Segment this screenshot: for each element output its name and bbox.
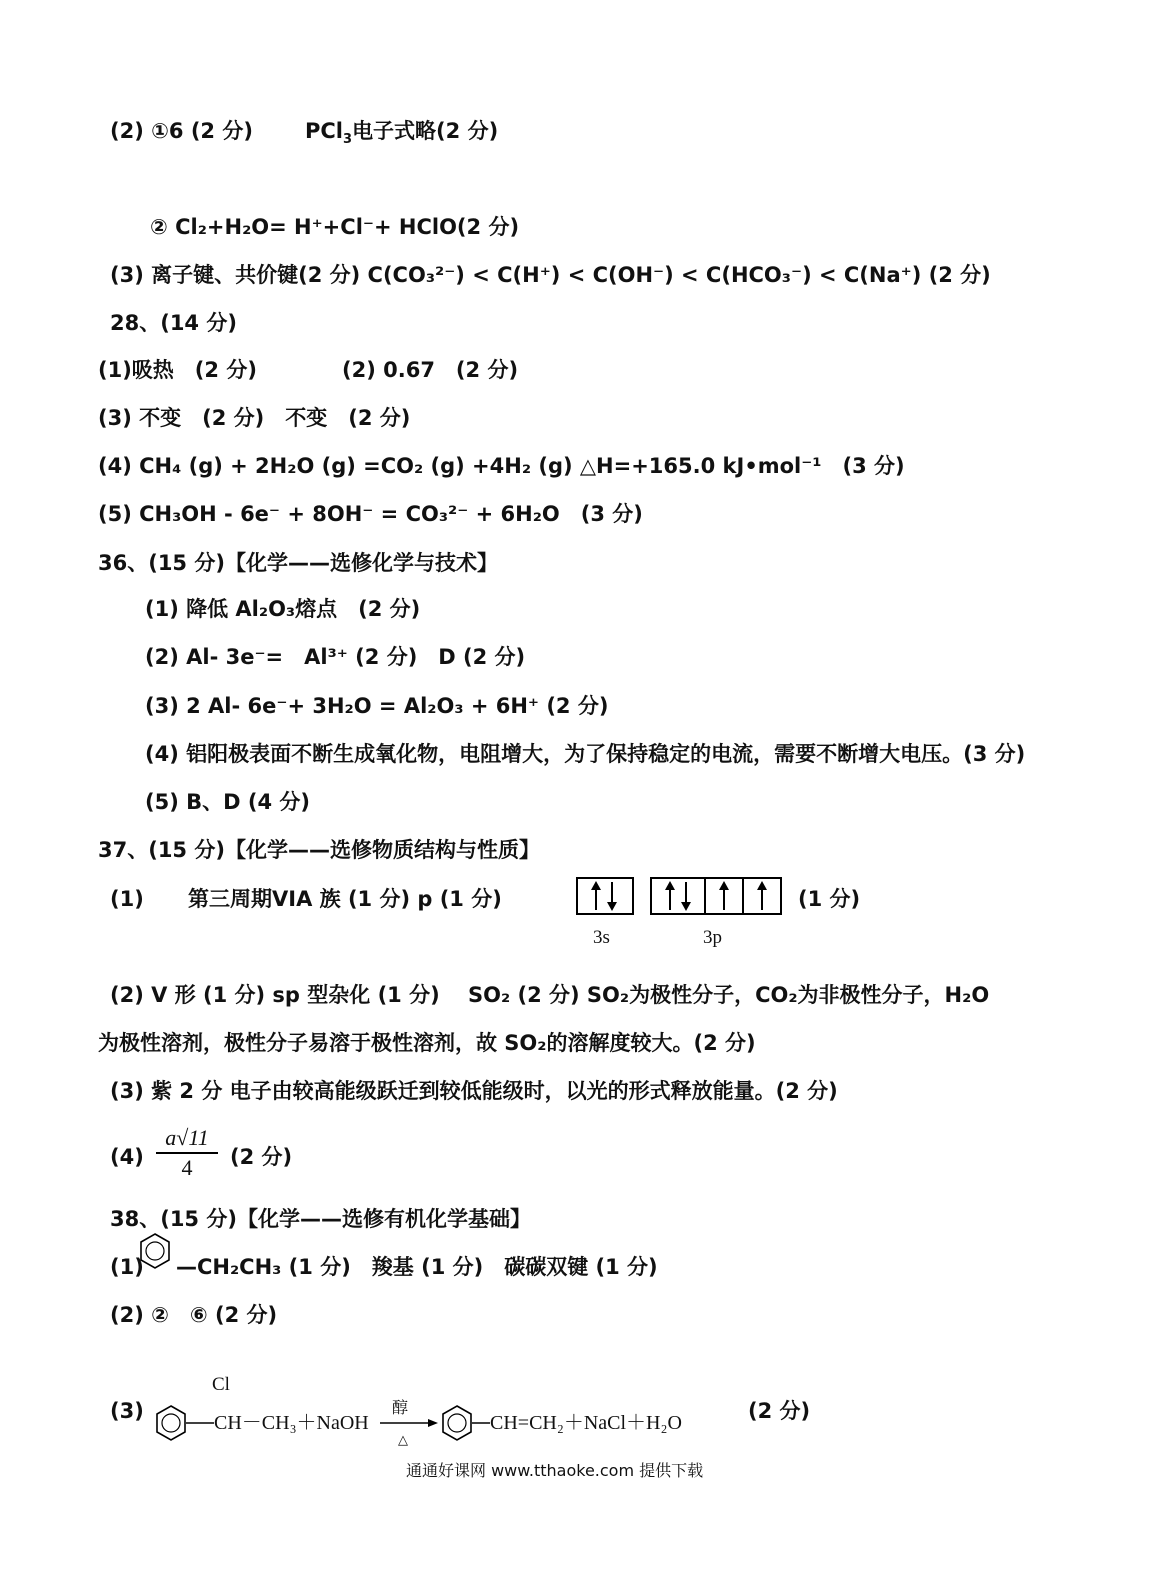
q28-1: (1)吸热 (2 分)	[98, 358, 257, 382]
arrow-up-icon	[591, 881, 601, 910]
arrow-up-icon	[665, 881, 675, 910]
q37-2-cont: 为极性溶剂，极性分子易溶于极性溶剂，故 SO₂的溶解度较大。(2 分)	[98, 1031, 756, 1055]
arrow-up-icon	[719, 881, 729, 910]
fraction-denominator: 4	[181, 1155, 193, 1180]
q37-4-label: (4)	[110, 1145, 144, 1169]
q38-2: (2) ② ⑥ (2 分)	[110, 1303, 278, 1327]
q37-1-score: (1 分)	[798, 887, 861, 911]
q28-3: (3) 不变 (2 分) 不变 (2 分)	[98, 406, 411, 430]
arrow-down-icon	[607, 882, 617, 911]
q37-2: (2) V 形 (1 分) sp 型杂化 (1 分) SO₂ (2 分) SO₂为极性分子，CO₂为非极性分子，H₂O	[110, 983, 990, 1007]
arrow-right-icon	[380, 1418, 440, 1428]
orbital-3p-label: 3p	[703, 927, 722, 948]
q28-2: (2) 0.67 (2 分)	[342, 358, 519, 382]
benzene-ring-icon	[154, 1404, 188, 1442]
answer-3: (3) 离子键、共价键(2 分) C(CO₃²⁻) < C(H⁺) < C(OH⁻) < C(HCO₃⁻) < C(Na⁺) (2 分)	[110, 263, 991, 287]
q37-heading: 37、(15 分)【化学——选修物质结构与性质】	[98, 838, 540, 862]
orbital-diagram	[576, 876, 786, 916]
answer-2-2: ② Cl₂+H₂O= H⁺+Cl⁻+ HClO(2 分)	[150, 215, 520, 239]
chlorine-label: Cl	[212, 1374, 230, 1395]
bond-line	[472, 1420, 492, 1426]
q36-2: (2) Al- 3e⁻= Al³⁺ (2 分) D (2 分)	[145, 645, 526, 669]
condition-alcohol: 醇	[392, 1400, 409, 1417]
footer-watermark: 通通好课网 www.tthaoke.com 提供下载	[406, 1461, 704, 1480]
reaction-reactants: CH－CH₃＋NaOH	[214, 1412, 369, 1434]
condition-heat: △	[398, 1432, 408, 1447]
arrow-up-icon	[757, 881, 767, 910]
q28-5: (5) CH₃OH - 6e⁻ + 8OH⁻ = CO₃²⁻ + 6H₂O (3 分)	[98, 502, 643, 526]
reaction-products: CH=CH₂＋NaCl＋H₂O	[490, 1412, 682, 1434]
answer-2-1: (2) ①6 (2 分)	[110, 119, 253, 143]
q36-1: (1) 降低 Al₂O₃熔点 (2 分)	[145, 597, 421, 621]
q38-heading: 38、(15 分)【化学——选修有机化学基础】	[110, 1207, 531, 1231]
q38-3-score: (2 分)	[748, 1399, 811, 1423]
bond-line	[186, 1420, 216, 1426]
q37-4-score: (2 分)	[230, 1145, 293, 1169]
q36-heading: 36、(15 分)【化学——选修化学与技术】	[98, 551, 498, 575]
q37-1-text: 第三周期VIA 族 (1 分) p (1 分)	[188, 887, 502, 911]
q36-5: (5) B、D (4 分)	[145, 790, 310, 814]
arrow-down-icon	[681, 882, 691, 911]
q37-3: (3) 紫 2 分 电子由较高能级跃迁到较低能级时，以光的形式释放能量。(2 分)	[110, 1079, 838, 1103]
q36-3: (3) 2 Al- 6e⁻+ 3H₂O = Al₂O₃ + 6H⁺ (2 分)	[145, 694, 609, 718]
q28-heading: 28、(14 分)	[110, 311, 237, 335]
q38-1-text: —CH₂CH₃ (1 分) 羧基 (1 分) 碳碳双键 (1 分)	[176, 1255, 658, 1279]
benzene-ring-icon	[138, 1232, 172, 1270]
q37-1-label: (1)	[110, 887, 144, 911]
q38-3-label: (3)	[110, 1399, 144, 1423]
q38-1-label: (1)	[110, 1255, 144, 1279]
benzene-ring-icon	[440, 1404, 474, 1442]
q36-4: (4) 铝阳极表面不断生成氧化物，电阻增大，为了保持稳定的电流，需要不断增大电压。(3 分)	[145, 742, 1026, 766]
fraction-numerator: a√11	[156, 1124, 218, 1154]
answer-2-1-pcl3: PCl$_3$电子式略(2 分)	[305, 119, 499, 148]
orbital-3s-label: 3s	[593, 927, 610, 948]
q28-4: (4) CH₄ (g) + 2H₂O (g) =CO₂ (g) +4H₂ (g) △H=+165.0 kJ•mol⁻¹ (3 分)	[98, 454, 905, 478]
fraction	[156, 1124, 218, 1182]
